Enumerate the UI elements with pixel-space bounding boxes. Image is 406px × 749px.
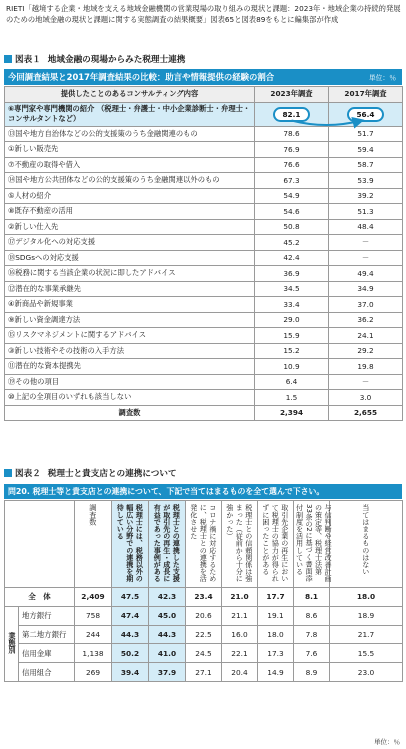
row-label: 信用金庫: [19, 644, 75, 663]
column-header-text: 調査数: [88, 504, 98, 526]
value-cell: 8.9: [294, 663, 330, 682]
value-y2023: 54.9: [255, 188, 329, 204]
column-header-text: 税理士には、税務以外の幅広い分野での連携を期待している: [116, 504, 145, 583]
column-header-text: 与信判断や経営改善計画の策定等、税理士法第33条の2に基づく書面添付制度を活用している: [295, 504, 333, 583]
value-y2017: 59.4: [329, 142, 403, 158]
value-y2017: 29.2: [329, 343, 403, 359]
figure2-number: 図表２: [15, 469, 41, 479]
row-label: ⑧既存不動産の活用: [5, 204, 255, 220]
column-header-text: 税理士との連携した支援が取引先の再生・成長に有益であった事例がある: [153, 504, 182, 583]
value-cell: 44.3: [149, 625, 186, 644]
row-label: 調査数: [5, 405, 255, 421]
value-cell: 50.2: [112, 644, 149, 663]
table-row: [5, 142, 403, 158]
figure2-unit: 単位：％: [374, 738, 400, 746]
value-cell: 244: [75, 625, 112, 644]
table-row: [5, 173, 403, 189]
value-cell: 8.6: [294, 606, 330, 625]
row-label: ⑱SDGsへの対応支援: [5, 250, 255, 266]
value-y2023: 2,394: [255, 405, 329, 421]
table-row: [5, 606, 403, 625]
value-cell: 14.9: [258, 663, 294, 682]
value-cell: 18.0: [330, 588, 403, 607]
value-cell: 758: [75, 606, 112, 625]
column-header-text: 当てはまるものはない: [361, 504, 371, 575]
column-header: [186, 501, 222, 588]
value-y2017: 51.7: [329, 126, 403, 142]
value-y2023: 67.3: [255, 173, 329, 189]
figure1-square-icon: [4, 55, 12, 63]
figure1-number: 図表１: [15, 55, 41, 65]
table-row: [5, 359, 403, 375]
row-label: ⑮リスクマネジメントに関するアドバイス: [5, 328, 255, 344]
table-row: [5, 625, 403, 644]
value-y2023-circled: 82.1: [273, 107, 309, 122]
value-cell: 18.0: [258, 625, 294, 644]
value-y2017-circled: 56.4: [347, 107, 383, 122]
value-y2023: 42.4: [255, 250, 329, 266]
table1-header-row: [5, 87, 403, 103]
value-y2017: 39.2: [329, 188, 403, 204]
value-cell: 17.7: [258, 588, 294, 607]
column-header: [258, 501, 294, 588]
value-y2023: 6.4: [255, 374, 329, 390]
group-label-cell: [5, 606, 19, 681]
value-y2023: 15.2: [255, 343, 329, 359]
value-cell: 7.6: [294, 644, 330, 663]
table-total-row: [5, 588, 403, 607]
table-row: [5, 297, 403, 313]
value-y2017: 2,655: [329, 405, 403, 421]
row-label: 信用組合: [19, 663, 75, 682]
row-label: ⑬国や地方自治体などの公的支援策のうち金融関連のもの: [5, 126, 255, 142]
column-header-text: 税理士との信頼関係は強まった（従前から十分に強かった）: [225, 504, 254, 583]
figure1-unit: 単位：％: [368, 74, 396, 82]
consulting-comparison-table: [4, 86, 403, 421]
row-label: 地方銀行: [19, 606, 75, 625]
column-header: [112, 501, 149, 588]
value-y2017: －: [329, 374, 403, 390]
value-cell: 47.4: [112, 606, 149, 625]
table-row: [5, 188, 403, 204]
value-cell: 22.5: [186, 625, 222, 644]
figure1-heading: [4, 52, 402, 66]
table-row: [5, 328, 403, 344]
table-row: [5, 644, 403, 663]
cell-y2017: [329, 102, 403, 126]
value-y2023: 1.5: [255, 390, 329, 406]
figure1-bar-title: 今回調査結果と2017年調査結果の比較：助言や情報提供の経験の割合: [8, 72, 275, 82]
row-label: ⑤人材の紹介: [5, 188, 255, 204]
value-y2017: 53.9: [329, 173, 403, 189]
value-y2017: 49.4: [329, 266, 403, 282]
value-cell: 21.0: [222, 588, 258, 607]
table-row: [5, 266, 403, 282]
value-y2017: 48.4: [329, 219, 403, 235]
value-cell: 24.5: [186, 644, 222, 663]
source-note: RIETI「越境する企業・地域を支える地域金融機関の営業現場の取り組みの現状と課題：2023年・地域企業の持続的発展のための地域金融の現状と課題に関する実態調査の結果概要」図表65と図表89をもとに編集部が作成: [6, 4, 401, 24]
value-y2017: －: [329, 235, 403, 251]
value-cell: 23.0: [330, 663, 403, 682]
value-cell: 18.9: [330, 606, 403, 625]
table-row: [5, 390, 403, 406]
value-y2017: 19.8: [329, 359, 403, 375]
row-label: ⑫潜在的な事業承継先: [5, 281, 255, 297]
row-label: ⑰デジタル化への対応支援: [5, 235, 255, 251]
value-cell: 42.3: [149, 588, 186, 607]
value-cell: 20.4: [222, 663, 258, 682]
value-y2023: 36.9: [255, 266, 329, 282]
table1-header-item: 提供したことのあるコンサルティング内容: [5, 87, 255, 103]
column-header-text: 取引先企業の再生において税理士の協力が得られずに困ったことがある: [261, 504, 290, 583]
value-y2023: 10.9: [255, 359, 329, 375]
table-row: [5, 126, 403, 142]
table-row: [5, 281, 403, 297]
value-cell: 16.0: [222, 625, 258, 644]
value-cell: 8.1: [294, 588, 330, 607]
value-y2023: 29.0: [255, 312, 329, 328]
row-label: ⑩上記の全項目のいずれも該当しない: [5, 390, 255, 406]
row-label: ⑯税務に関する当該企業の状況に即したアドバイス: [5, 266, 255, 282]
row-label: ⑥専門家や専門機関の紹介 （税理士・弁護士・中小企業診断士・弁理士・コンサルタントなど）: [5, 102, 255, 126]
row-label: 全 体: [5, 588, 75, 607]
table-row: [5, 663, 403, 682]
value-y2017: 37.0: [329, 297, 403, 313]
row-label: ②新しい仕入先: [5, 219, 255, 235]
value-cell: 47.5: [112, 588, 149, 607]
row-label: ①新しい販売先: [5, 142, 255, 158]
value-cell: 27.1: [186, 663, 222, 682]
row-label: ⑭国や地方公共団体などの公的支援策のうち金融関連以外のもの: [5, 173, 255, 189]
table-row: [5, 204, 403, 220]
table-row: [5, 219, 403, 235]
value-cell: 21.7: [330, 625, 403, 644]
value-cell: 19.1: [258, 606, 294, 625]
row-label: 第二地方銀行: [19, 625, 75, 644]
value-y2023: 54.6: [255, 204, 329, 220]
figure2-square-icon: [4, 469, 12, 477]
table-row: [5, 312, 403, 328]
value-cell: 41.0: [149, 644, 186, 663]
value-cell: 20.6: [186, 606, 222, 625]
table-row: [5, 235, 403, 251]
value-cell: 37.9: [149, 663, 186, 682]
value-y2017: 34.9: [329, 281, 403, 297]
value-cell: 7.8: [294, 625, 330, 644]
figure1-title: 地域金融の現場からみた税理士連携: [47, 55, 186, 65]
value-cell: 45.0: [149, 606, 186, 625]
figure2-question: 問20. 税理士等と貴支店との連携について、下記で当てはまるものを全て選んで下さい。: [8, 487, 325, 496]
value-y2023: 45.2: [255, 235, 329, 251]
value-y2023: 76.6: [255, 157, 329, 173]
column-header: [149, 501, 186, 588]
value-cell: 1,138: [75, 644, 112, 663]
table-row: [5, 157, 403, 173]
header-blank: [5, 501, 75, 588]
value-y2023: 50.8: [255, 219, 329, 235]
row-label: ⑪潜在的な資本提携先: [5, 359, 255, 375]
row-label: ⑦不動産の取得や借入: [5, 157, 255, 173]
row-label: ⑨新しい資金調達方法: [5, 312, 255, 328]
figure2-heading: [4, 466, 402, 480]
table-row: [5, 374, 403, 390]
value-cell: 269: [75, 663, 112, 682]
value-y2023: 15.9: [255, 328, 329, 344]
value-y2017: 51.3: [329, 204, 403, 220]
figure2-question-bar: [4, 484, 402, 499]
column-header: [75, 501, 112, 588]
row-label: ④新商品や新規事業: [5, 297, 255, 313]
value-y2017: 24.1: [329, 328, 403, 344]
row-label: ⑲その他の項目: [5, 374, 255, 390]
value-y2023: 34.5: [255, 281, 329, 297]
value-cell: 44.3: [112, 625, 149, 644]
value-y2023: 78.6: [255, 126, 329, 142]
table1-header-2023: 2023年調査: [255, 87, 329, 103]
value-y2017: 58.7: [329, 157, 403, 173]
table2-header-row: [5, 501, 403, 588]
value-y2023: 33.4: [255, 297, 329, 313]
value-cell: 15.5: [330, 644, 403, 663]
figure1-title-bar: [4, 69, 402, 85]
value-cell: 22.1: [222, 644, 258, 663]
value-y2017: 36.2: [329, 312, 403, 328]
value-y2023: 76.9: [255, 142, 329, 158]
table-row: [5, 250, 403, 266]
column-header: [330, 501, 403, 588]
column-header-text: コロナ禍に対応するために、税理士との連携を活発化させた: [189, 504, 218, 583]
value-cell: 17.3: [258, 644, 294, 663]
value-cell: 39.4: [112, 663, 149, 682]
table1-header-2017: 2017年調査: [329, 87, 403, 103]
row-label: ③新しい技術やその技術の入手方法: [5, 343, 255, 359]
group-label: 業態別: [8, 632, 17, 654]
cell-y2023: [255, 102, 329, 126]
table-total-row: [5, 405, 403, 421]
table-row: [5, 102, 403, 126]
figure2-title: 税理士と貴支店との連携について: [47, 469, 177, 479]
value-y2017: 3.0: [329, 390, 403, 406]
table-row: [5, 343, 403, 359]
column-header: [294, 501, 333, 588]
value-cell: 21.1: [222, 606, 258, 625]
value-cell: 2,409: [75, 588, 112, 607]
value-y2017: －: [329, 250, 403, 266]
column-header: [222, 501, 258, 588]
tax-accountant-cooperation-table: [4, 500, 403, 682]
value-cell: 23.4: [186, 588, 222, 607]
